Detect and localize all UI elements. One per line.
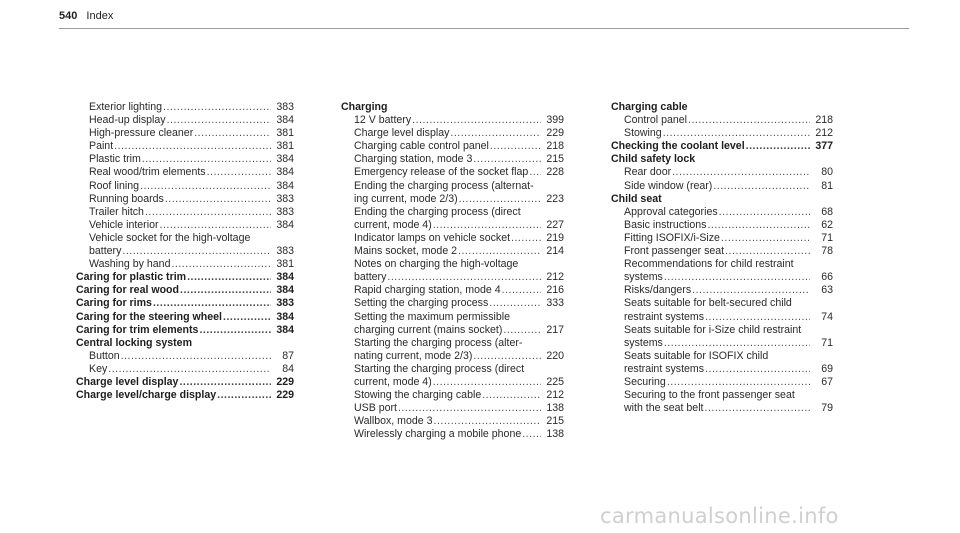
page-reference: 138 bbox=[546, 428, 564, 441]
leader-dots bbox=[529, 166, 541, 179]
entry-label: Plastic trim bbox=[89, 153, 141, 166]
index-heading-entry bbox=[76, 271, 294, 284]
leader-dots bbox=[171, 258, 271, 271]
leader-dots bbox=[433, 219, 541, 232]
leader-dots bbox=[194, 127, 271, 140]
page-reference: 212 bbox=[815, 127, 833, 140]
leader-dots bbox=[667, 376, 810, 389]
entry-label: Head-up display bbox=[89, 114, 166, 127]
entry-label: Risks/dangers bbox=[624, 284, 692, 297]
page-reference: 66 bbox=[821, 271, 833, 284]
index-entry bbox=[76, 363, 294, 376]
index-entry bbox=[341, 271, 564, 284]
index-entry bbox=[611, 219, 833, 232]
index-entry bbox=[341, 297, 564, 310]
index-heading: Charging cable bbox=[611, 101, 688, 113]
page-reference: 216 bbox=[546, 284, 564, 297]
index-entry bbox=[76, 114, 294, 127]
page-reference: 377 bbox=[815, 140, 833, 153]
page-reference: 384 bbox=[276, 179, 294, 192]
leader-dots bbox=[664, 271, 810, 284]
index-entry bbox=[611, 311, 833, 324]
page-reference: 63 bbox=[821, 284, 833, 297]
header-divider bbox=[59, 28, 909, 29]
entry-label: Side window (rear) bbox=[624, 179, 713, 192]
entry-label: Wirelessly charging a mobile phone bbox=[354, 428, 522, 441]
page-reference: 71 bbox=[821, 231, 833, 244]
index-heading-entry bbox=[76, 324, 294, 337]
index-entry bbox=[76, 101, 294, 114]
leader-dots bbox=[705, 402, 811, 415]
entry-label: Securing bbox=[624, 375, 666, 388]
page-reference: 212 bbox=[546, 389, 564, 402]
entry-label: Caring for real wood bbox=[76, 284, 180, 297]
index-heading: Child safety lock bbox=[611, 153, 696, 166]
leader-dots bbox=[179, 376, 271, 389]
index-heading-entry bbox=[76, 284, 294, 297]
index-entry-continued: Securing to the front passenger seat bbox=[624, 389, 795, 402]
leader-dots bbox=[387, 271, 541, 284]
index-heading-entry bbox=[76, 297, 294, 310]
index-entry bbox=[76, 166, 294, 179]
entry-label: Charge level display bbox=[76, 375, 179, 388]
entry-label: Charging cable control panel bbox=[354, 140, 489, 153]
page-reference: 229 bbox=[546, 127, 564, 140]
index-entry bbox=[76, 206, 294, 219]
index-entry bbox=[611, 114, 833, 127]
entry-label: restraint systems bbox=[624, 310, 705, 323]
index-entry bbox=[341, 428, 564, 441]
leader-dots bbox=[199, 324, 271, 337]
entry-label: Mains socket, mode 2 bbox=[354, 245, 458, 258]
page-reference: 219 bbox=[546, 231, 564, 244]
leader-dots bbox=[398, 402, 541, 415]
entry-label: current, mode 4) bbox=[354, 218, 432, 231]
index-entry bbox=[76, 258, 294, 271]
index-entry-continued: Setting the maximum permissible bbox=[354, 310, 511, 323]
leader-dots bbox=[412, 114, 541, 127]
index-entry bbox=[341, 389, 564, 402]
leader-dots bbox=[746, 140, 810, 153]
page-reference: 71 bbox=[821, 336, 833, 349]
index-entry bbox=[341, 219, 564, 232]
index-entry bbox=[341, 245, 564, 258]
entry-label: systems bbox=[624, 336, 663, 349]
index-entry bbox=[611, 376, 833, 389]
page-reference: 215 bbox=[546, 153, 564, 166]
leader-dots bbox=[121, 350, 271, 363]
watermark: carmanualsonline.info bbox=[600, 504, 839, 528]
entry-label: Stowing the charging cable bbox=[354, 389, 482, 402]
index-heading-entry bbox=[76, 389, 294, 402]
entry-label: Rear door bbox=[624, 166, 672, 179]
leader-dots bbox=[473, 350, 541, 363]
entry-label: Charge level/charge display bbox=[76, 389, 217, 402]
leader-dots bbox=[122, 245, 271, 258]
leader-dots bbox=[167, 114, 271, 127]
entry-label: Charge level display bbox=[354, 127, 450, 140]
leader-dots bbox=[707, 219, 810, 232]
leader-dots bbox=[705, 311, 810, 324]
leader-dots bbox=[207, 166, 271, 179]
page-reference: 138 bbox=[546, 402, 564, 415]
index-entry-continued: Recommendations for child restraint bbox=[624, 258, 794, 271]
index-entry bbox=[611, 180, 833, 193]
page-reference: 383 bbox=[276, 205, 294, 218]
page-reference: 381 bbox=[276, 127, 294, 140]
leader-dots bbox=[522, 428, 541, 441]
leader-dots bbox=[108, 363, 271, 376]
entry-label: ing current, mode 2/3) bbox=[354, 192, 458, 205]
page-reference: 384 bbox=[276, 218, 294, 231]
leader-dots bbox=[114, 140, 271, 153]
index-entry bbox=[611, 245, 833, 258]
entry-label: Caring for trim elements bbox=[76, 323, 199, 336]
index-entry bbox=[611, 337, 833, 350]
index-entry bbox=[611, 127, 833, 140]
leader-dots bbox=[163, 101, 271, 114]
leader-dots bbox=[692, 284, 810, 297]
index-entry bbox=[341, 166, 564, 179]
index-entry bbox=[76, 180, 294, 193]
index-entry-continued: Notes on charging the high-voltage bbox=[354, 258, 519, 271]
entry-label: Key bbox=[89, 362, 108, 375]
index-entry bbox=[341, 415, 564, 428]
entry-label: Indicator lamps on vehicle socket bbox=[354, 231, 511, 244]
page-reference: 69 bbox=[821, 362, 833, 375]
index-heading-entry bbox=[76, 376, 294, 389]
page-reference: 384 bbox=[276, 271, 294, 284]
page-reference: 81 bbox=[821, 179, 833, 192]
entry-label: Button bbox=[89, 349, 120, 362]
leader-dots bbox=[145, 206, 271, 219]
index-heading-entry bbox=[76, 311, 294, 324]
entry-label: nating current, mode 2/3) bbox=[354, 349, 473, 362]
index-heading: Child seat bbox=[611, 192, 662, 205]
entry-label: Rapid charging station, mode 4 bbox=[354, 284, 501, 297]
index-entry bbox=[341, 324, 564, 337]
leader-dots bbox=[434, 415, 541, 428]
page-reference: 384 bbox=[276, 323, 294, 336]
index-entry bbox=[76, 127, 294, 140]
index-entry bbox=[341, 350, 564, 363]
index-heading-entry bbox=[611, 140, 833, 153]
index-heading: Central locking system bbox=[76, 336, 192, 349]
page-reference: 384 bbox=[276, 166, 294, 179]
entry-label: Exterior lighting bbox=[89, 101, 163, 113]
page-reference: 215 bbox=[546, 415, 564, 428]
page-reference: 383 bbox=[276, 101, 294, 113]
page-reference: 384 bbox=[276, 284, 294, 297]
entry-label: charging current (mains socket) bbox=[354, 323, 503, 336]
index-entry bbox=[341, 232, 564, 245]
index-entry bbox=[341, 284, 564, 297]
page-reference: 67 bbox=[821, 375, 833, 388]
entry-label: Approval categories bbox=[624, 205, 718, 218]
index-entry bbox=[611, 206, 833, 219]
leader-dots bbox=[672, 166, 810, 179]
entry-label: Vehicle interior bbox=[89, 218, 159, 231]
entry-label: Checking the coolant level bbox=[611, 140, 745, 153]
leader-dots bbox=[688, 114, 810, 127]
page-reference: 383 bbox=[276, 245, 294, 258]
page-reference: 214 bbox=[546, 245, 564, 258]
leader-dots bbox=[217, 389, 271, 402]
page-reference: 384 bbox=[276, 153, 294, 166]
index-entry-continued: Vehicle socket for the high-voltage bbox=[89, 231, 251, 244]
index-entry-continued: Seats suitable for belt-secured child bbox=[624, 297, 792, 310]
page-reference: 229 bbox=[276, 389, 294, 402]
entry-label: Setting the charging process bbox=[354, 297, 489, 310]
index-entry-continued: Seats suitable for ISOFIX child bbox=[624, 349, 769, 362]
index-entry-continued: Ending the charging process (direct bbox=[354, 205, 521, 218]
entry-label: restraint systems bbox=[624, 362, 705, 375]
leader-dots bbox=[450, 127, 541, 140]
leader-dots bbox=[160, 219, 272, 232]
index-entry bbox=[76, 245, 294, 258]
page-reference: 223 bbox=[546, 192, 564, 205]
leader-dots bbox=[721, 232, 810, 245]
leader-dots bbox=[719, 206, 810, 219]
entry-label: Caring for plastic trim bbox=[76, 271, 187, 284]
entry-label: Wallbox, mode 3 bbox=[354, 415, 433, 428]
entry-label: Washing by hand bbox=[89, 258, 171, 271]
page-reference: 381 bbox=[276, 258, 294, 271]
page-reference: 84 bbox=[282, 362, 294, 375]
page-reference: 227 bbox=[546, 218, 564, 231]
index-entry bbox=[341, 153, 564, 166]
entry-label: Front passenger seat bbox=[624, 245, 725, 258]
page-reference: 218 bbox=[815, 114, 833, 127]
leader-dots bbox=[458, 245, 541, 258]
leader-dots bbox=[490, 140, 541, 153]
page-number: 540 bbox=[59, 10, 78, 22]
entry-label: Control panel bbox=[624, 114, 688, 127]
page-reference: 217 bbox=[546, 323, 564, 336]
leader-dots bbox=[511, 232, 541, 245]
index-entry bbox=[76, 219, 294, 232]
page-reference: 78 bbox=[821, 245, 833, 258]
index-entry bbox=[611, 284, 833, 297]
index-entry bbox=[341, 140, 564, 153]
leader-dots bbox=[180, 284, 271, 297]
leader-dots bbox=[473, 153, 541, 166]
entry-label: with the seat belt bbox=[624, 402, 704, 415]
entry-label: Charging station, mode 3 bbox=[354, 153, 473, 166]
entry-label: Stowing bbox=[624, 127, 662, 140]
leader-dots bbox=[223, 311, 271, 324]
leader-dots bbox=[153, 297, 271, 310]
leader-dots bbox=[705, 363, 810, 376]
page-reference: 383 bbox=[276, 297, 294, 310]
entry-label: Caring for rims bbox=[76, 297, 152, 310]
entry-label: Trailer hitch bbox=[89, 205, 144, 218]
page-reference: 68 bbox=[821, 205, 833, 218]
leader-dots bbox=[187, 271, 271, 284]
entry-label: Caring for the steering wheel bbox=[76, 310, 222, 323]
index-entry bbox=[341, 193, 564, 206]
leader-dots bbox=[503, 324, 541, 337]
page-reference: 399 bbox=[546, 114, 564, 127]
page-reference: 212 bbox=[546, 271, 564, 284]
index-entry bbox=[76, 140, 294, 153]
page-reference: 79 bbox=[821, 402, 833, 415]
entry-label: Basic instructions bbox=[624, 218, 707, 231]
page-reference: 220 bbox=[546, 349, 564, 362]
index-entry-continued: Starting the charging process (direct bbox=[354, 362, 525, 375]
index-entry bbox=[341, 402, 564, 415]
page-reference: 333 bbox=[546, 297, 564, 310]
entry-label: Running boards bbox=[89, 192, 164, 205]
entry-label: 12 V battery bbox=[354, 114, 412, 127]
page-title: Index bbox=[86, 10, 114, 22]
index-entry bbox=[611, 363, 833, 376]
leader-dots bbox=[142, 153, 271, 166]
page-reference: 74 bbox=[821, 310, 833, 323]
page-reference: 62 bbox=[821, 218, 833, 231]
entry-label: Fitting ISOFIX/i-Size bbox=[624, 231, 720, 244]
page-reference: 218 bbox=[546, 140, 564, 153]
entry-label: Real wood/trim elements bbox=[89, 166, 206, 179]
index-entry-continued: Starting the charging process (alter- bbox=[354, 336, 523, 349]
page-reference: 383 bbox=[276, 192, 294, 205]
leader-dots bbox=[433, 376, 541, 389]
index-entry bbox=[76, 193, 294, 206]
entry-label: systems bbox=[624, 271, 663, 284]
index-column-3 bbox=[611, 101, 833, 415]
index-entry bbox=[341, 114, 564, 127]
leader-dots bbox=[713, 180, 810, 193]
index-entry bbox=[341, 376, 564, 389]
index-entry bbox=[341, 127, 564, 140]
index-entry bbox=[611, 271, 833, 284]
entry-label: Roof lining bbox=[89, 179, 140, 192]
entry-label: USB port bbox=[354, 402, 397, 415]
leader-dots bbox=[725, 245, 810, 258]
page-reference: 229 bbox=[276, 375, 294, 388]
index-entry bbox=[611, 402, 833, 415]
leader-dots bbox=[502, 284, 541, 297]
leader-dots bbox=[664, 337, 810, 350]
page-reference: 80 bbox=[821, 166, 833, 179]
page-reference: 228 bbox=[546, 166, 564, 179]
index-entry bbox=[76, 350, 294, 363]
entry-label: battery bbox=[354, 271, 387, 284]
index-entry bbox=[611, 232, 833, 245]
entry-label: Emergency release of the socket flap bbox=[354, 166, 529, 179]
page-reference: 384 bbox=[276, 114, 294, 127]
entry-label: battery bbox=[89, 245, 122, 258]
leader-dots bbox=[482, 389, 541, 402]
page-reference: 225 bbox=[546, 375, 564, 388]
index-entry-continued: Seats suitable for i-Size child restraint bbox=[624, 323, 802, 336]
page-header bbox=[59, 10, 113, 22]
page-reference: 87 bbox=[282, 349, 294, 362]
index-entry bbox=[611, 166, 833, 179]
entry-label: current, mode 4) bbox=[354, 375, 432, 388]
entry-label: High-pressure cleaner bbox=[89, 127, 194, 140]
index-entry bbox=[76, 153, 294, 166]
leader-dots bbox=[140, 180, 271, 193]
page-reference: 381 bbox=[276, 140, 294, 153]
entry-label: Paint bbox=[89, 140, 114, 153]
index-column-1 bbox=[76, 101, 294, 402]
index-heading: Charging bbox=[341, 101, 388, 113]
leader-dots bbox=[489, 297, 541, 310]
leader-dots bbox=[663, 127, 810, 140]
index-entry-continued: Ending the charging process (alternat- bbox=[354, 179, 534, 192]
leader-dots bbox=[165, 193, 271, 206]
page-reference: 384 bbox=[276, 310, 294, 323]
leader-dots bbox=[459, 193, 541, 206]
index-column-2 bbox=[341, 101, 564, 441]
